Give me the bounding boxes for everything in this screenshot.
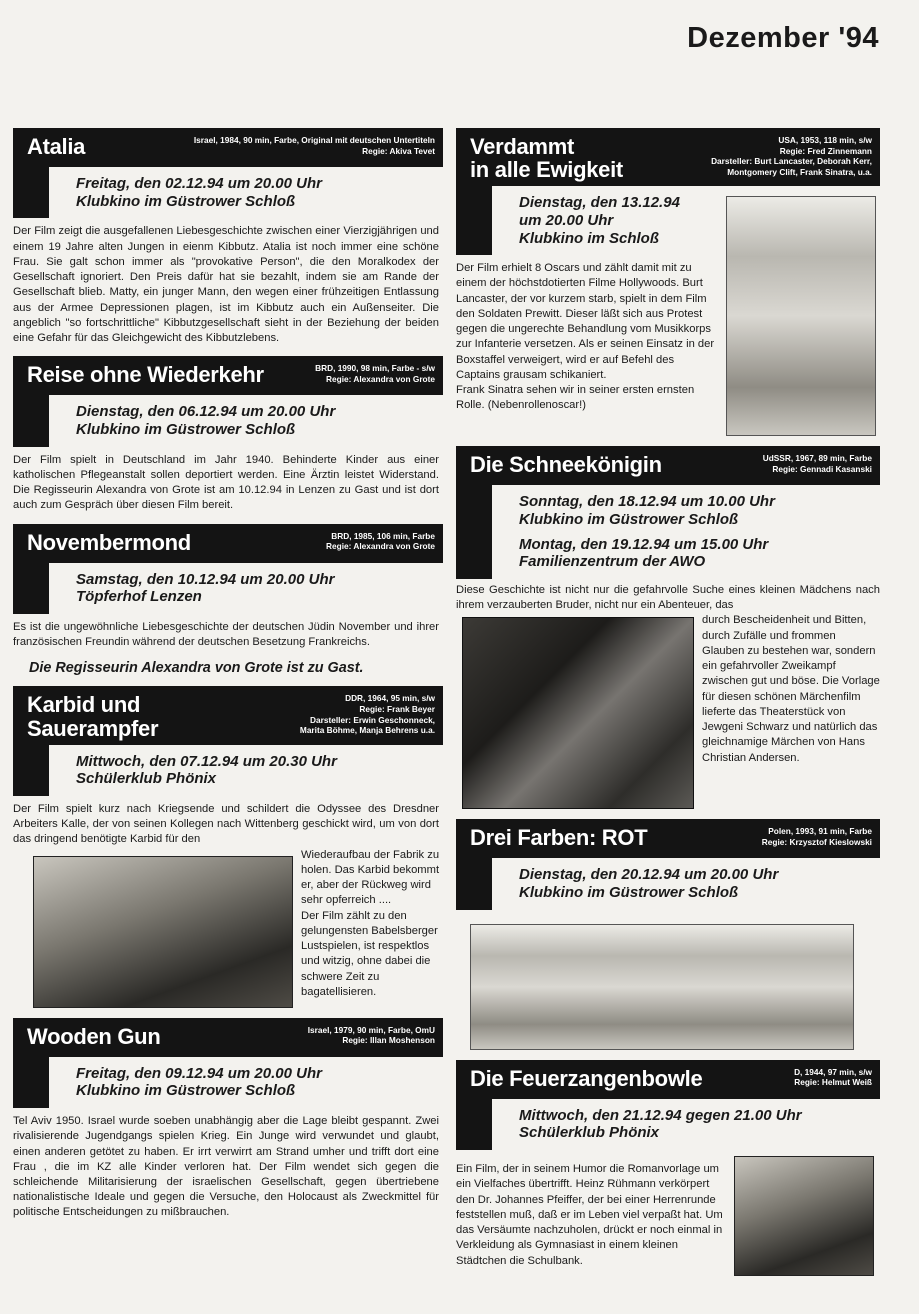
- film-schedule: [13, 563, 443, 614]
- schedule-date: Dienstag, den 13.12.94: [519, 194, 680, 212]
- film-description: Tel Aviv 1950. Israel wurde soeben unabhängig aber die Lage bleibt gespannt. Zwei rivalisierende Jugendgangs spielen Krieg. Ein Junge wird verwundet und glaubt, einen anderen getötet zu haben. Er irrt verwirrt am Strand umher und trifft dort eine Frau , die im KZ alle Kinder verloren hat. Der Film wendet sich gegen die schleichende Militarisierung der israelischen Gesellschaft, gegen übertriebene nationalistische Ideale und gegen die Versuche, den Holocaust als Zweckmittel für politische Entscheidungen zu mißbrauchen.: [13, 1115, 439, 1219]
- film-verdammt-in-alle-ewigkeit: [456, 128, 880, 436]
- film-title: Wooden Gun: [27, 1023, 161, 1049]
- film-meta: UdSSR, 1967, 89 min, Farbe Regie: Gennadi Kasanski: [762, 453, 872, 474]
- film-title-bar: [456, 1060, 880, 1099]
- right-column: [456, 128, 880, 1286]
- schedule-venue: Klubkino im Schloß: [519, 229, 660, 247]
- film-die-schneekoenigin: [456, 446, 880, 809]
- left-column: [13, 128, 443, 1231]
- film-meta: Polen, 1993, 91 min, Farbe Regie: Krzysztof Kieslowski: [761, 826, 872, 848]
- film-title: Atalia: [27, 134, 86, 159]
- schedule-date: Montag, den 19.12.94 um 15.00 Uhr: [519, 535, 769, 553]
- film-schedule: [13, 1057, 443, 1108]
- film-meta: BRD, 1990, 98 min, Farbe - s/w Regie: Alexandra von Grote: [315, 363, 435, 384]
- film-title-bar: [13, 356, 443, 395]
- schedule-venue: Familienzentrum der AWO: [519, 553, 706, 571]
- film-description: Der Film erhielt 8 Oscars und zählt damit mit zu einem der höchstdotierten Filme Hollywoods. Burt Lancaster, der vor kurzem starb, spielt in dem Film den Soldaten Prewitt. Dieser läßt sich aus Protest gegen die ungerechte Behandlung vom Musikkorps zur Infanterie versetzen. Als er seinen Einsatz in der Boxstaffel verweigert, wird er auf Befehl des Captains grausam schikaniert. Frank Sinatra sehen wir in seiner ersten ernsten Rolle. (Nebenrollenoscar!): [456, 262, 715, 412]
- film-description: Der Film spielt kurz nach Kriegsende und schildert die Odyssee des Dresdner Arbeiters Kalle, der von seinen Kollegen nach Wittenberg geschickt wird, um von dort das dringend benötigte Karbid für den: [13, 802, 439, 846]
- film-reise-ohne-wiederkehr: [13, 356, 443, 513]
- schedule-date: Sonntag, den 18.12.94 um 10.00 Uhr: [519, 493, 775, 511]
- film-wooden-gun: [13, 1018, 443, 1221]
- schedule-venue: Klubkino im Güstrower Schloß: [76, 1082, 296, 1100]
- schedule-date: Mittwoch, den 21.12.94 gegen 21.00 Uhr: [519, 1106, 802, 1124]
- film-novembermond: [13, 524, 443, 677]
- film-still-image: [734, 1156, 874, 1276]
- title-tab: [456, 858, 492, 909]
- film-schedule: [456, 485, 880, 579]
- film-schedule: [456, 858, 880, 909]
- schedule-venue: Schülerklub Phönix: [76, 770, 217, 788]
- title-tab: [13, 1057, 49, 1108]
- title-tab: [13, 563, 49, 614]
- schedule-date: Mittwoch, den 07.12.94 um 20.30 Uhr: [76, 752, 337, 770]
- film-meta: Israel, 1979, 90 min, Farbe, OmU Regie: Illan Moshenson: [307, 1024, 435, 1046]
- schedule-venue: Klubkino im Güstrower Schloß: [519, 510, 739, 528]
- film-karbid-und-sauerampfer: [13, 686, 443, 1007]
- film-still-image: [462, 617, 694, 809]
- film-meta: DDR, 1964, 95 min, s/w Regie: Frank Beyer Darsteller: Erwin Geschonneck, Marita Böhme, Manja Behrens u.a.: [299, 693, 435, 736]
- film-schedule: [13, 745, 443, 796]
- film-meta: BRD, 1985, 106 min, Farbe Regie: Alexandra von Grote: [326, 530, 435, 552]
- schedule-time: um 20.00 Uhr: [519, 211, 614, 229]
- film-title: Karbid und Sauerampfer: [27, 692, 159, 741]
- film-still-image: [470, 924, 854, 1050]
- film-schedule: [456, 186, 722, 255]
- page-title: Dezember '94: [687, 22, 879, 54]
- title-tab: [456, 1099, 492, 1150]
- title-tab: [456, 186, 492, 255]
- film-schedule: [13, 395, 443, 446]
- film-title: Novembermond: [27, 529, 191, 555]
- schedule-venue: Klubkino im Güstrower Schloß: [76, 420, 296, 438]
- film-description: Der Film zeigt die ausgefallenen Liebesgeschichte zwischen einer Vierzigjährigen und einem 19 Jahre alten Jungen in eienm Kibbutz. Atalia ist noch immer eine schöne Frau. Sie galt schon immer als "provokative Person", die den Moralkodex der Gesellschaft ignoriert. Den Preis dafür hat sie bezahlt, indem sie am Rande der Gesellschaft blieb. Matty, ein junger Mann, den wegen einer frühzeitigen Entlassung aus der Armee Depressionen plagen, ist im Kibbutz auch ein Außenseiter. Die angeblich "so fortschrittliche" Kibbutzgesellschaft sieht in der Beziehung der beiden eine Gefahr für das Gleichgewicht des Kibbutzlebens.: [13, 225, 439, 345]
- film-description: Diese Geschichte ist nicht nur die gefahrvolle Suche eines kleinen Mädchens nach ihrem verzauberten Bruder, nicht nur ein Abenteuer, das: [456, 583, 880, 612]
- film-title-bar: [13, 1018, 443, 1057]
- schedule-venue: Schülerklub Phönix: [519, 1124, 660, 1142]
- film-meta: USA, 1953, 118 min, s/w Regie: Fred Zinnemann Darsteller: Burt Lancaster, Deborah Kerr, Montgomery Clift, Frank Sinatra, u.a.: [711, 135, 872, 177]
- title-tab: [13, 167, 49, 218]
- film-meta: Israel, 1984, 90 min, Farbe, Original mit deutschen Untertiteln Regie: Akiva Tevet: [193, 135, 435, 156]
- film-drei-farben-rot: [456, 819, 880, 1049]
- schedule-date: Samstag, den 10.12.94 um 20.00 Uhr: [76, 570, 335, 588]
- schedule-date: Dienstag, den 20.12.94 um 20.00 Uhr: [519, 866, 779, 884]
- film-title-bar: [13, 128, 443, 167]
- film-title-bar: [13, 686, 443, 744]
- film-schedule: [13, 167, 443, 218]
- film-title: Reise ohne Wiederkehr: [27, 362, 264, 388]
- film-title-bar: [456, 128, 880, 186]
- schedule-date: Freitag, den 09.12.94 um 20.00 Uhr: [76, 1064, 322, 1082]
- film-title: Die Schneekönigin: [470, 452, 662, 478]
- film-description: Ein Film, der in seinem Humor die Romanvorlage um ein Vielfaches übertrifft. Heinz Rühmann verkörpert den Dr. Johannes Pfeiffer, der bei einer Herrenrunde feststellen muß, daß er im Leben viel verpaßt hat. Um das Versäumte nachzuholen, drückt er noch einmal in Verkleidung als Gymnasiast in einem kleinen Städtchen die Schulbank.: [456, 1163, 723, 1267]
- film-schedule: [456, 1099, 880, 1150]
- film-atalia: [13, 128, 443, 346]
- film-description: Der Film spielt in Deutschland im Jahr 1940. Behinderte Kinder aus einer katholischen Pflegeanstalt sollen deportiert werden. Eine Ärztin leistet Widerstand. Die Regisseurin Alexandra von Grote ist am 10.12.94 in Lenzen zu Gast und ist dort auch zum Gespräch über diesen Film bereit.: [13, 453, 439, 512]
- film-title-bar: [456, 446, 880, 485]
- film-description-continued: Wiederaufbau der Fabrik zu holen. Das Karbid bekommt er, aber der Rückweg wird sehr opferreich .... Der Film zählt zu den gelungensten Babelsberger Lustspielen, ist respektlos und witzig, ohne dabei die schwere Zeit zu bagatellisieren.: [301, 848, 440, 998]
- film-still-image: [726, 196, 876, 436]
- film-title: Drei Farben: ROT: [470, 825, 648, 851]
- guest-note: Die Regisseurin Alexandra von Grote ist zu Gast.: [29, 660, 364, 677]
- schedule-venue: Klubkino im Güstrower Schloß: [519, 884, 739, 902]
- title-tab: [13, 395, 49, 446]
- film-meta: D, 1944, 97 min, s/w Regie: Helmut Weiß: [794, 1066, 872, 1088]
- schedule-date: Freitag, den 02.12.94 um 20.00 Uhr: [76, 175, 322, 192]
- film-description: Es ist die ungewöhnliche Liebesgeschichte der deutschen Jüdin November und ihrer französischen Freundin während der deutschen Besetzung Frankreichs.: [13, 620, 439, 649]
- schedule-date: Dienstag, den 06.12.94 um 20.00 Uhr: [76, 403, 336, 421]
- film-description-continued: durch Bescheidenheit und Bitten, durch Zufälle und frommen Glauben zu bestehen war, sondern ein gefahrvoller Zweikampf zwischen gut und böse. Die Vorlage für diesen schönen Märchenfilm lieferte das Theaterstück von Jewgeni Schwarz und natürlich das gleichnamige Märchen von Hans Christian Andersen.: [702, 614, 880, 764]
- schedule-venue: Töpferhof Lenzen: [76, 588, 202, 606]
- title-tab: [13, 745, 49, 796]
- schedule-venue: Klubkino im Güstrower Schloß: [76, 192, 296, 210]
- film-title-bar: [456, 819, 880, 858]
- film-title: Die Feuerzangenbowle: [470, 1065, 703, 1091]
- title-tab: [456, 485, 492, 579]
- film-title-bar: [13, 524, 443, 563]
- film-title: Verdammt in alle Ewigkeit: [470, 134, 623, 183]
- film-still-image: [33, 856, 293, 1008]
- film-die-feuerzangenbowle: [456, 1060, 880, 1276]
